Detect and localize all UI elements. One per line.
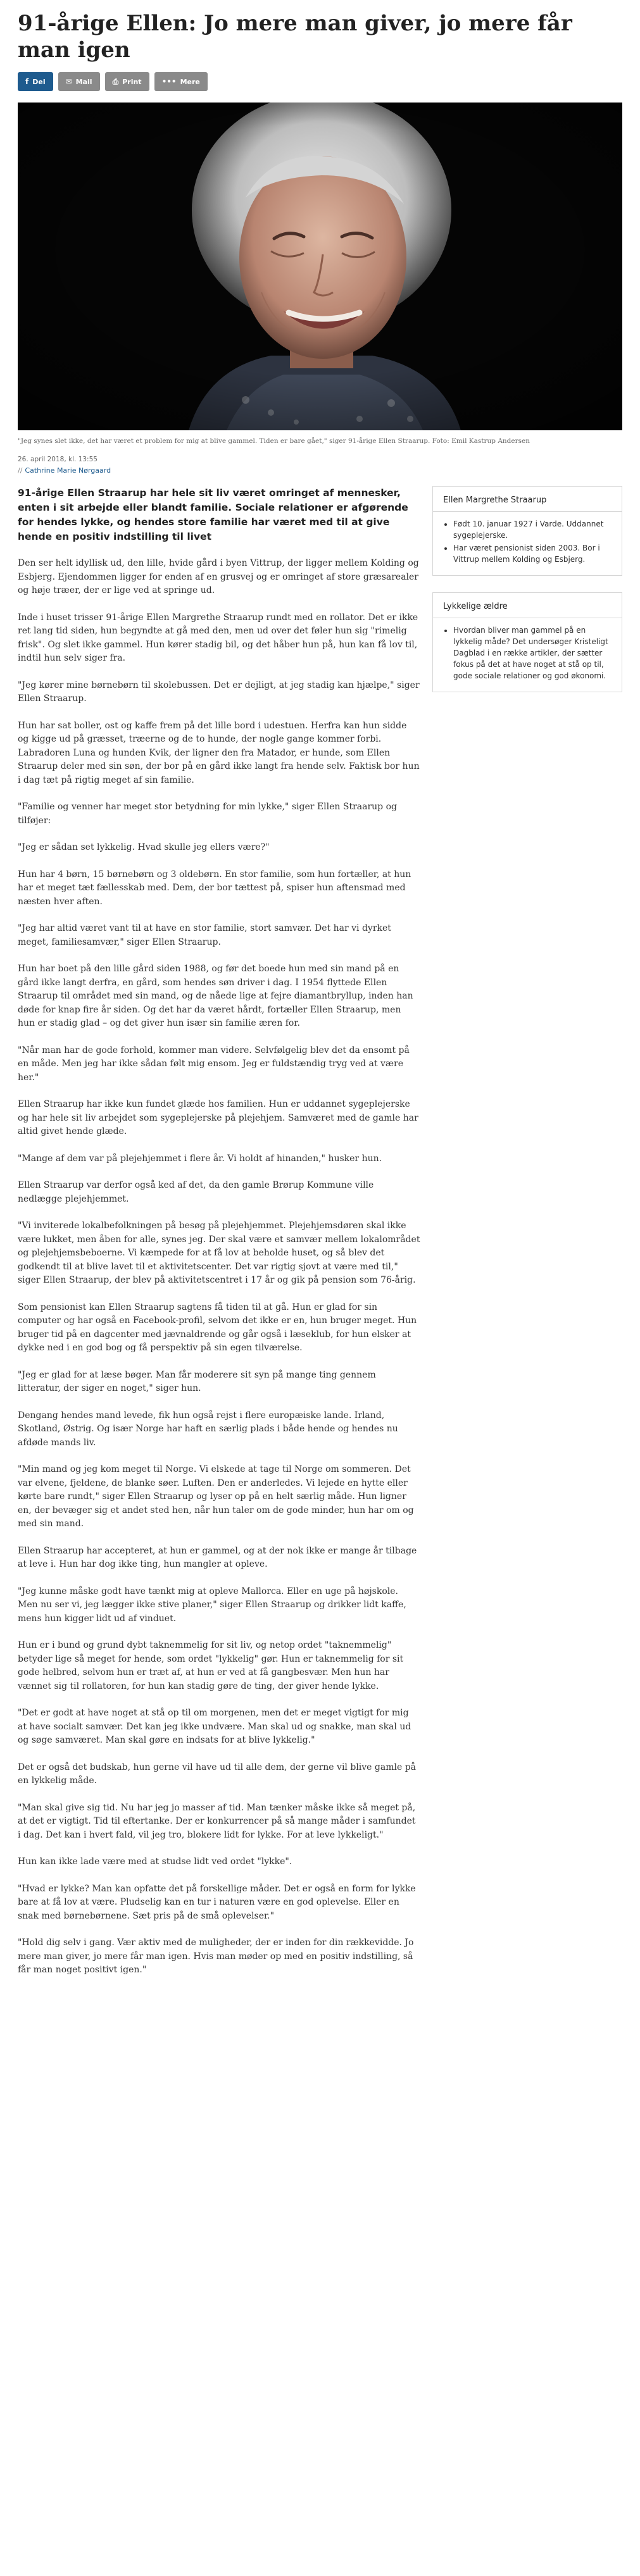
article-paragraph: Hun har 4 børn, 15 børnebørn og 3 oldebørn. En stor familie, som hun fortæller, at hun har et meget tæt fællesskab med. Dem, der bor tættest på, spiser hun aftensmad med næsten hver aften. [18,869,411,907]
article-paragraph: "Det er godt at have noget at stå op til om morgenen, men det er meget vigtigt for mig at have socialt samvær. Det kan jeg ikke undvære. Man skal ud og snakke, man skal ud og søge samværet. Man skal gøre en indsats for at blive lykkelig." [18,1708,411,1745]
article-paragraph: Det er også det budskab, hun gerne vil have ud til alle dem, der gerne vil blive gamle på en lykkelig måde. [18,1762,417,1786]
article-paragraph: Ellen Straarup har accepteret, at hun er gammel, og at der nok ikke er mange år tilbage at leve i. Hun har dog ikke ting, hun mangler at opleve. [18,1545,417,1569]
article-lead: 91-årige Ellen Straarup har hele sit liv været omringet af mennesker, enten i sit arbejde eller blandt familie. Sociale relationer er afgørende for hendes lykke, og hendes store familie har været med til at give hende en positiv indstilling til livet [18,487,408,542]
article-paragraph: Inde i huset trisser 91-årige Ellen Margrethe Straarup rundt med en rollator. Det er ikke ret lang tid siden, hun begyndte at gå med den, men ud over det føler hun sig "rimelig frisk". Og slet ikke gammel. Hun kører stadig bil, og det håber hun på, hun kan få lov til, indtil hun selv siger fra. [18,612,418,663]
content-columns [18,486,622,1991]
share-bar [18,72,622,91]
mail-icon: ✉ [65,77,72,86]
factbox-item: • Født 10. januar 1927 i Varde. Uddannet sygeplejerske. [453,518,612,541]
factbox-item: • Hvordan bliver man gammel på en lykkelig måde? Det undersøger Kristeligt Dagblad i en række artikler, der sætter fokus på det at have noget at stå op til, gode sociale relationer og god økonomi. [453,625,612,681]
factbox-title: Lykkelige ældre [443,602,508,611]
factbox-title: Ellen Margrethe Straarup [443,495,547,505]
article-paragraph: Ellen Straarup var derfor også ked af det, da den gamle Brørup Kommune ville nedlægge plejehjemmet. [18,1180,374,1204]
mail-button[interactable] [58,72,100,91]
article-paragraph: "Vi inviterede lokalbefolkningen på besøg på plejehjemmet. Plejehjemsdøren skal ikke være lukket, men åben for alle, synes jeg. Der skal være et samvær mellem lokalområdet og plejehjemsbeboerne. Vi kæmpede for at få lov at beholde huset, og så blev det godkendt til at blive lavet til et aktivitetscenter. Det var rigtig sjovt at være med til," siger Ellen Straarup, der blev på aktivitetscentret i 17 år og gik på pension som 76-årig. [18,1221,420,1285]
print-button-label: Print [122,77,142,86]
factbox-person [432,486,622,576]
print-button[interactable] [105,72,149,91]
article-title: 91-årige Ellen: Jo mere man giver, jo mere får man igen [18,11,572,63]
more-button[interactable] [154,72,208,91]
more-icon: ••• [161,77,177,86]
factbox-item: • Har været pensionist siden 2003. Bor i Vittrup mellem Kolding og Esbjerg. [453,542,612,565]
article-paragraph: "Mange af dem var på plejehjemmet i flere år. Vi holdt af hinanden," husker hun. [18,1153,382,1164]
article-paragraph: Hun har boet på den lille gård siden 1988, og før det boede hun med sin mand på en gård ikke langt derfra, en gård, som hendes søn driver i dag. I 1954 flyttede Ellen Straarup til området med sin mand, og de nåede lige at fejre diamantbryllup, inden han døde for knap fire år siden. Og det har da været hårdt, fortæller Ellen Straarup, men hun er stadig glad – og det giver hun især sin familie æren for. [18,964,413,1028]
article-paragraph: "Hold dig selv i gang. Vær aktiv med de muligheder, der er inden for din rækkevidde. Jo mere man giver, jo mere får man igen. Hvis man møder op med en positiv indstilling, så får man noget positivt igen." [18,1938,414,1975]
sidebar [432,486,622,709]
article-paragraph: "Jeg er glad for at læse bøger. Man får moderere sit syn på mange ting gennem litteratur, der siger en noget," siger hun. [18,1369,376,1393]
article-paragraph: "Jeg kunne måske godt have tænkt mig at opleve Mallorca. Eller en uge på højskole. Men nu ser vi, jeg lægger ikke stive planer," siger Ellen Straarup og drikker lidt kaffe, mens hun kigger lidt ud af vinduet. [18,1586,406,1624]
more-button-label: Mere [180,77,200,86]
portrait-photo [18,103,622,430]
byline [18,466,622,475]
article-paragraph: Den ser helt idyllisk ud, den lille, hvide gård i byen Vittrup, der ligger mellem Kolding og Esbjerg. Ejendommen ligger for enden af en grusvej og er omringet af store græsarealer og høje træer, der er lige ved at springe ud. [18,558,419,595]
article-paragraph: "Når man har de gode forhold, kommer man videre. Selvfølgelig blev det da ensomt på en måde. Men jeg har ikke sådan følt mig ensom. Jeg er fuldstændig tryg ved at være her." [18,1045,410,1083]
factbox-series [432,592,622,692]
page [18,0,622,1991]
article-paragraph: Hun er i bund og grund dybt taknemmelig for sit liv, og netop ordet "taknemmelig" betyder lige så meget for hende, som ordet "lykkelig" gør. Hun er taknemmelig for sit gode helbred, selvom hun er træt af, at hun er ved at få gangbesvær. Men hun har vænnet sig til rollatoren, for hun kan stadig gøre de ting, der giver hende lykke. [18,1640,404,1691]
article-paragraph: "Jeg kører mine børnebørn til skolebussen. Det er dejligt, at jeg stadig kan hjælpe," siger Ellen Straarup. [18,680,420,704]
facebook-icon: f [25,77,29,86]
article-paragraph: "Man skal give sig tid. Nu har jeg jo masser af tid. Man tænker måske ikke så meget på, at det er vigtigt. Tid til eftertanke. Der er konkurrencer på så mange måder i samfundet i dag. Det kan i hvert fald, vil jeg tro, blokere lidt for lykke. For at leve lykkeligt." [18,1802,416,1840]
article-paragraph: "Jeg har altid været vant til at have en stor familie, stort samvær. Det har vi dyrket meget, familiesamvær," siger Ellen Straarup. [18,923,391,947]
article-paragraph: Dengang hendes mand levede, fik hun også rejst i flere europæiske lande. Irland, Skotland, Østrig. Og især Norge har haft en særlig plads i både hende og hendes nu afdøde mands liv. [18,1410,398,1448]
share-button-label: Del [32,77,46,86]
publish-date: 26. april 2018, kl. 13:55 [18,456,97,463]
article-paragraph: "Jeg er sådan set lykkelig. Hvad skulle jeg ellers være?" [18,842,270,852]
mail-button-label: Mail [75,77,92,86]
factbox-list [443,625,612,681]
divider [433,511,622,512]
article-paragraph: Som pensionist kan Ellen Straarup sagtens få tiden til at gå. Hun er glad for sin computer og har også en Facebook-profil, selvom det ikke er en, hun bruger meget. Hun bruger tid på en dagcenter med jævnaldrende og går også i læseklub, for hun elsker at dykke ned i en god bog og få perspektiv på sin egen tilværelse. [18,1302,417,1353]
article-paragraph: Hun har sat boller, ost og kaffe frem på det lille bord i udestuen. Herfra kan hun sidde og kigge ud på græsset, træerne og de to hunde, der nogle gange kommer forbi. Labradoren Luna og hunden Kvik, der ligner den fra Matador, er hunde, som Ellen Straarup deler med sin søn, der bor på en gård ikke langt fra hende selv. Faktisk bor hun i dag tæt på rigtig meget af sin familie. [18,720,420,785]
article-paragraph: Hun kan ikke lade være med at studse lidt ved ordet "lykke". [18,1857,292,1867]
image-caption: "Jeg synes slet ikke, det har været et problem for mig at blive gammel. Tiden er bare gået," siger 91-årige Ellen Straarup. Foto: Emil Kastrup Andersen [18,437,530,445]
article-paragraph: Ellen Straarup har ikke kun fundet glæde hos familien. Hun er uddannet sygeplejerske og har hele sit liv arbejdet som sygeplejerske på plejehjem. Samværet med de gamle har altid givet hende glæde. [18,1099,418,1136]
byline-separator: // [18,466,23,475]
article-photo [18,103,622,430]
article-paragraph: "Hvad er lykke? Man kan opfatte det på forskellige måder. Det er også en form for lykke bare at få lov at være. Pludselig kan en tur i naturen være en god oplevelse. Eller en snak med børnebørnene. Sæt pris på de små oplevelser." [18,1883,416,1921]
print-icon: ⎙ [112,77,119,86]
author-link[interactable]: Cathrine Marie Nørgaard [25,466,111,475]
factbox-list [443,518,612,565]
share-button[interactable] [18,72,53,91]
article-body [18,486,420,1991]
article-paragraph: "Min mand og jeg kom meget til Norge. Vi elskede at tage til Norge om sommeren. Det var elvene, fjeldene, de blanke søer. Luften. Den er anderledes. Vi lejede en hytte eller kørte bare rundt," siger Ellen Straarup og lyser op på en helt særlig måde. Hun ligner en, der bevæger sig et andet sted hen, når hun taler om de gode minder, hun har om og med sin mand. [18,1464,414,1529]
article-paragraph: "Familie og venner har meget stor betydning for min lykke," siger Ellen Straarup og tilføjer: [18,802,397,826]
